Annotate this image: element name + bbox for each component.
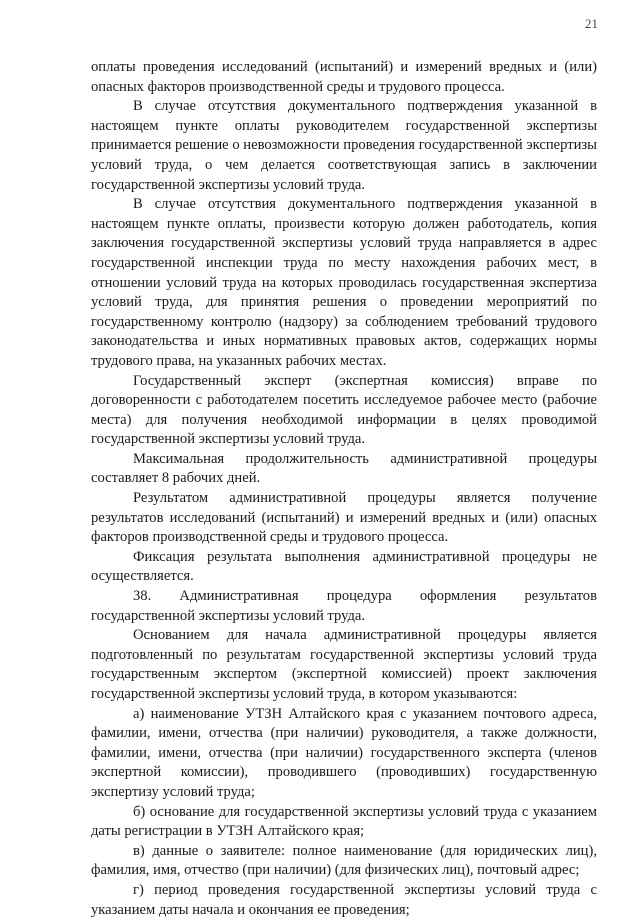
document-body bbox=[91, 58, 597, 920]
list-item: а) наименование УТЗН Алтайского края с указанием почтового адреса, фамилии, имени, отчества (при наличии) руководителя, а также должности, фамилии, имени, отчества (при наличии) государственного эксперта (членов экспертной комиссии), проводившего (проводивших) государственную экспертизу условий труда; bbox=[91, 705, 597, 800]
list-item: г) период проведения государственной экспертизы условий труда с указанием даты начала и окончания ее проведения; bbox=[91, 881, 597, 918]
list-item: в) данные о заявителе: полное наименование (для юридических лиц), фамилия, имя, отчество (при наличии) (для физических лиц), почтовый адрес; bbox=[91, 842, 597, 879]
paragraph: В случае отсутствия документального подтверждения указанной в настоящем пункте оплаты, произвести которую должен работодатель, копия заключения государственной экспертизы условий труда направляется в адрес государственной инспекции труда по месту нахождения рабочих мест, в отношении условий труда на которых проводилась государственная экспертиза условий труда, для принятия решения о проведении мероприятий по государственному контролю (надзору) за соблюдением требований трудового законодательства и иных нормативных правовых актов, содержащих нормы трудового права, на указанных рабочих местах. bbox=[91, 196, 597, 369]
paragraph: Фиксация результата выполнения административной процедуры не осуществляется. bbox=[91, 548, 597, 585]
paragraph: Государственный эксперт (экспертная комиссия) вправе по договоренности с работодателем посетить исследуемое рабочее место (рабочие места) для получения необходимой информации в целях проводимой государственной экспертизы условий труда. bbox=[91, 372, 597, 448]
page-number: 21 bbox=[585, 16, 598, 31]
section-heading: 38. Административная процедура оформления результатов государственной экспертизы условий труда. bbox=[91, 588, 597, 624]
list-item: б) основание для государственной экспертизы условий труда с указанием даты регистрации в УТЗН Алтайского края; bbox=[91, 803, 597, 840]
paragraph: В случае отсутствия документального подтверждения указанной в настоящем пункте оплаты руководителем государственной экспертизы принимается решение о невозможности проведения государственной экспертизы условий труда, о чем делается соответствующая запись в заключении государственной экспертизы условий труда. bbox=[91, 98, 597, 193]
paragraph: Результатом административной процедуры является получение результатов исследований (испытаний) и измерений вредных и (или) опасных факторов производственной среды и трудового процесса. bbox=[91, 490, 597, 546]
paragraph-continuation: оплаты проведения исследований (испытаний) и измерений вредных и (или) опасных факторов производственной среды и трудового процесса. bbox=[91, 59, 597, 95]
paragraph: Основанием для начала административной процедуры является подготовленный по результатам государственной экспертизы условий труда государственным экспертом (экспертной комиссией) проект заключения государственной экспертизы условий труда, в котором указываются: bbox=[91, 627, 597, 702]
paragraph: Максимальная продолжительность административной процедуры составляет 8 рабочих дней. bbox=[91, 450, 597, 487]
